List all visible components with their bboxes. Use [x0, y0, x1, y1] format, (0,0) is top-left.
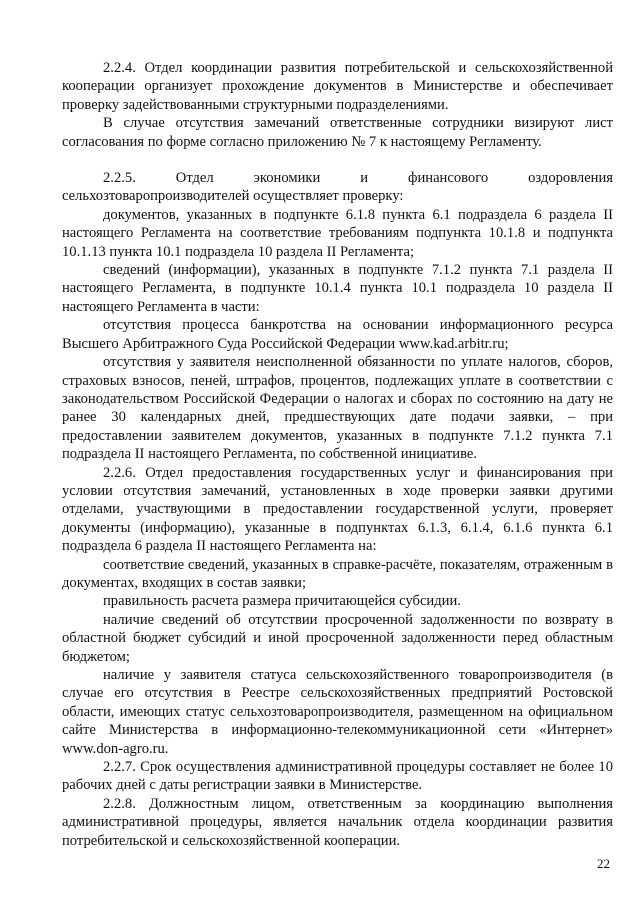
paragraph-2-2-8: 2.2.8. Должностным лицом, ответственным за координацию выполнения административной процедуры, является начальник отдела координации развития потребительской и сельскохозяйственной кооперации.: [62, 795, 613, 849]
document-body: [62, 59, 613, 850]
paragraph-calculation: правильность расчета размера причитающейся субсидии.: [103, 593, 461, 610]
paragraph-gap: [62, 151, 613, 169]
paragraph-2-2-7: 2.2.7. Срок осуществления административной процедуры составляет не более 10 рабочих дней с даты регистрации заявки в Министерстве.: [62, 759, 613, 794]
paragraph-no-debt: наличие сведений об отсутствии просроченной задолженности по возврату в областной бюджет субсидий и иной просроченной задолженности перед областным бюджетом;: [62, 611, 613, 665]
paragraph-documents: документов, указанных в подпункте 6.1.8 пункта 6.1 подраздела 6 раздела II настоящего Регламента на соответствие требованиям подпункта 10.1.8 и подпункта 10.1.13 пункта 10.1 подраздела 10 раздела II Регламента;: [62, 206, 613, 260]
paragraph-bankruptcy: отсутствия процесса банкротства на основании информационного ресурса Высшего Арбитражного Суда Российской Федерации www.kad.arbitr.ru;: [62, 317, 613, 352]
paragraph-2-2-6: 2.2.6. Отдел предоставления государственных услуг и финансирования при условии отсутствия замечаний, установленных в ходе проверки заявки другими отделами, участвующими в предоставлении государственной услуги, проверяет документы (информацию), указанные в подпунктах 6.1.3, 6.1.4, 6.1.6 пункта 6.1 подраздела 6 раздела II настоящего Регламента на:: [62, 464, 613, 555]
paragraph-producer-status: наличие у заявителя статуса сельскохозяйственного товаропроизводителя (в случае его отсутствия в Реестре сельскохозяйственных предприятий Ростовской области, имеющих статус сельхозтоваропроизводителя, размещенном на официальном сайте Министерства в информационно-телекоммуникационной сети «Интернет» www.don-agro.ru.: [62, 667, 613, 757]
paragraph-compliance: соответствие сведений, указанных в справке-расчёте, показателям, отраженным в документах, входящих в состав заявки;: [62, 556, 613, 591]
page-number: 22: [597, 856, 610, 871]
paragraph-no-remarks: В случае отсутствия замечаний ответственные сотрудники визируют лист согласования по форме согласно приложению № 7 к настоящему Регламенту.: [62, 115, 613, 150]
paragraph-information: сведений (информации), указанных в подпункте 7.1.2 пункта 7.1 раздела II настоящего Регламента, в подпункте 10.1.4 пункта 10.1 подраздела 10 раздела II настоящего Регламента в части:: [62, 262, 613, 315]
paragraph-2-2-4: 2.2.4. Отдел координации развития потребительской и сельскохозяйственной кооперации организует прохождение документов в Министерстве и обеспечивает проверку задействованными структурными подразделениями.: [62, 60, 613, 113]
paragraph-2-2-5: 2.2.5. Отдел экономики и финансового оздоровления сельхозтоваропроизводителей осуществляет проверку:: [62, 170, 613, 205]
paragraph-tax-debt: отсутствия у заявителя неисполненной обязанности по уплате налогов, сборов, страховых взносов, пеней, штрафов, процентов, подлежащих уплате в соответствии с законодательством Российской Федерации о налогах и сборах по состоянию на дату не ранее 30 календарных дней, предшествующих дате подачи заявки, – при предоставлении заявителем документов, указанных в подпункте 7.1.2 пункта 7.1 подраздела II настоящего Регламента, по собственной инициативе.: [62, 354, 613, 463]
